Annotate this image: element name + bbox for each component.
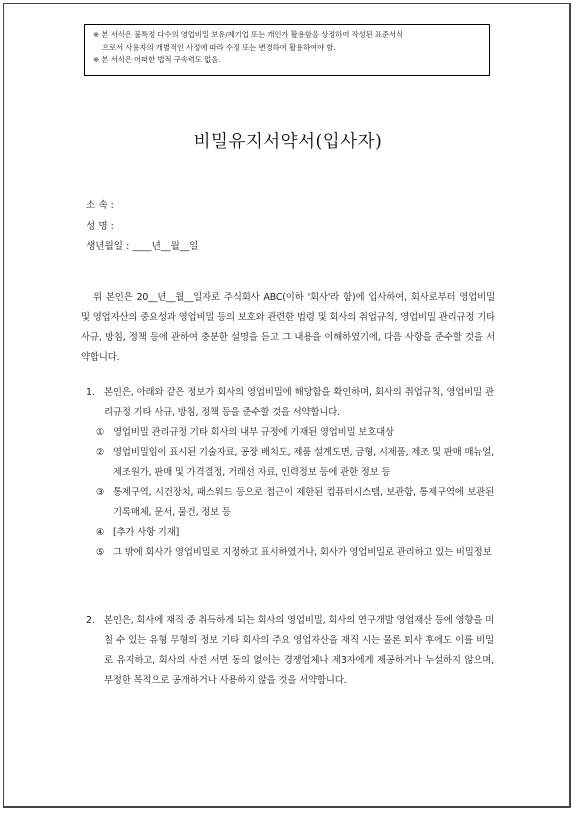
clause-number: 1.	[86, 387, 95, 398]
list-item	[96, 523, 494, 543]
item-text: 영업비밀 관리규정 기타 회사의 내부 규정에 기재된 영업비밀 보호대상	[113, 427, 394, 438]
item-text: 통제구역, 시건장치, 패스워드 등으로 접근이 제한된 컴퓨터시스템, 보관함, 통제구역에 보관된 기록매체, 문서, 물건, 정보 등	[113, 487, 494, 518]
clause-1	[86, 383, 494, 563]
list-item	[96, 483, 494, 523]
item-marker: ③	[96, 487, 105, 498]
item-marker: ①	[96, 427, 105, 438]
item-text: 그 밖에 회사가 영업비밀로 지정하고 표시하였거나, 회사가 영업비밀로 관리하고 있는 비밀정보	[113, 547, 492, 558]
item-text: [추가 사항 기재]	[113, 527, 180, 538]
document-title: 비밀유지서약서(입사자)	[193, 132, 383, 152]
notice-line: 으로서 사용자의 개별적인 사정에 따라 수정 또는 변경하여 활용하여야 함.	[102, 42, 336, 52]
birthdate-field: 생년월일 : ____년__월__일	[86, 241, 199, 252]
clause-number: 2.	[86, 615, 95, 626]
item-marker: ⑤	[96, 547, 105, 558]
clause-2	[86, 611, 494, 691]
list-item	[96, 543, 494, 563]
item-text: 영업비밀임이 표시된 기술자료, 공장 배치도, 제품 설계도면, 금형, 시제품, 제조 및 판매 매뉴얼, 제조원가, 판매 및 가격결정, 거래선 자료, 인력정보 등에 관한 정보 등	[113, 447, 494, 478]
item-marker: ④	[96, 527, 105, 538]
item-marker: ②	[96, 447, 105, 458]
notice-line: ※ 본 서식은 어떠한 법적 구속력도 없음.	[93, 55, 221, 64]
clause-text: 본인은, 회사에 재직 중 취득하게 되는 회사의 영업비밀, 회사의 연구개발 영업재산 등에 영향을 미칠 수 있는 유형 무형의 정보 기타 회사의 주요 영업자산을 재직 시는 물론 퇴사 후에도 이를 비밀로 유지하고, 회사의 사전 서면 동의 없이는 경쟁업체나 제3자에게 제공하거나 누설하지 않으며, 부정한 목적으로 공개하거나 사용하지 않을 것을 서약합니다.	[104, 615, 494, 686]
department-field: 소 속 :	[86, 200, 114, 211]
name-field: 성 명 :	[86, 220, 114, 232]
signer-fields	[86, 196, 199, 258]
notice-line: ※ 본 서식은 불특정 다수의 영업비밀 보유/제기업 또는 개인가 활용함을 상정하여 작성된 표준서식	[93, 30, 404, 39]
list-item	[96, 423, 494, 443]
clause-text: 본인은, 아래와 같은 정보가 회사의 영업비밀에 해당함을 확인하며, 회사의 취업규칙, 영업비밀 관리규정 기타 사규, 방침, 정책 등을 준수할 것을 서약합니다.	[104, 387, 494, 418]
notice-box	[84, 24, 490, 76]
list-item	[96, 443, 494, 483]
intro-paragraph: 위 본인은 20__년__월__일자로 주식회사 ABC(이하 '회사'라 함)에 입사하여, 회사로부터 영업비밀 및 영업자산의 중요성과 영업비밀 등의 보호와 관련한 법령 및 회사의 취업규칙, 영업비밀 관리규정 기타 사규, 방침, 정책 등에 관하여 충분한 설명을 듣고 그 내용을 이해하였기에, 다음 사항을 준수할 것을 서약합니다.	[81, 292, 495, 363]
